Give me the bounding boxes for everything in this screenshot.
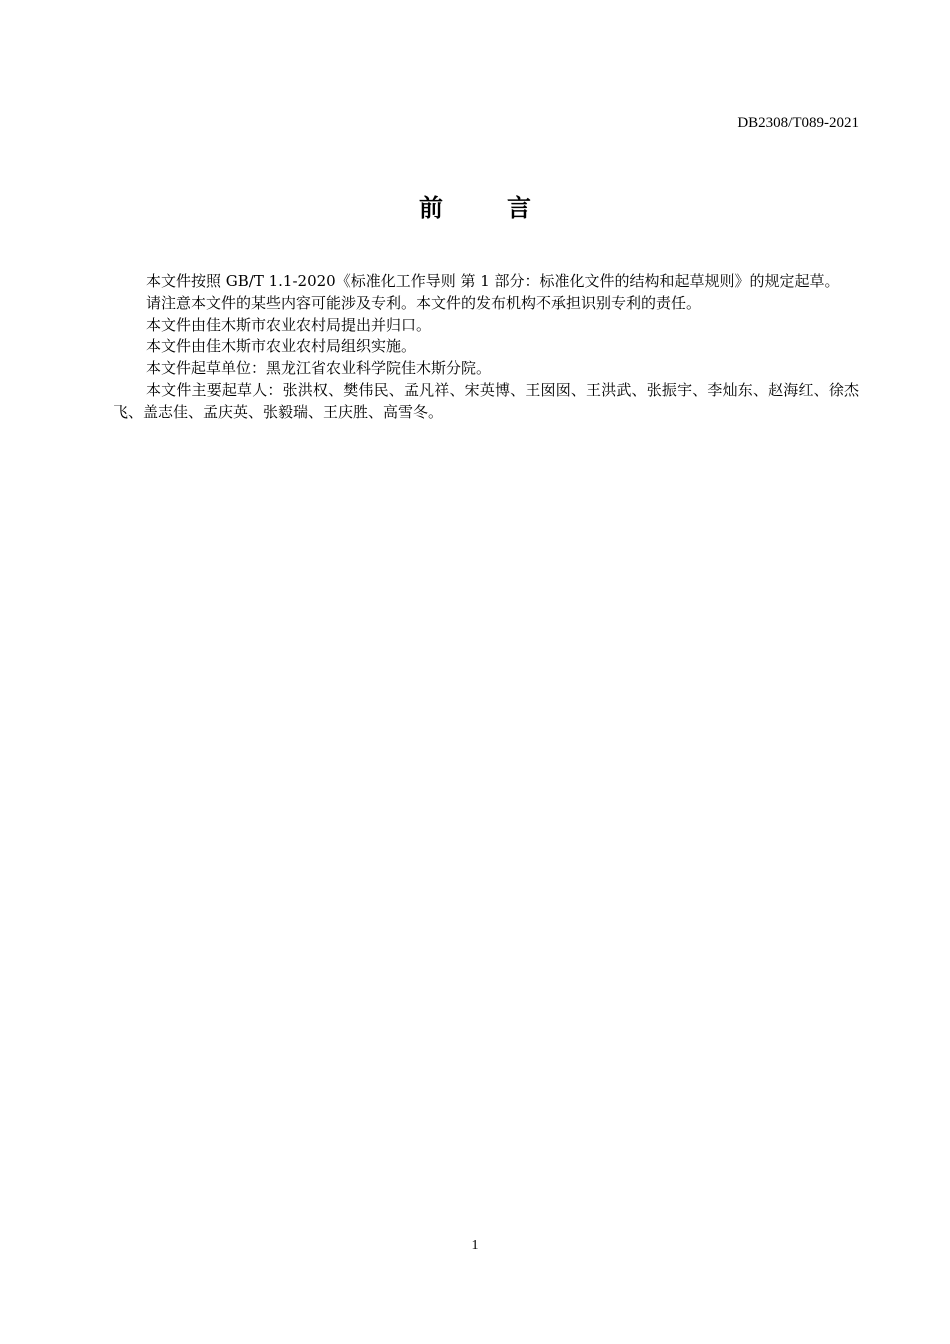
paragraph-implemented-by: 本文件由佳木斯市农业农村局组织实施。 [146,337,417,356]
paragraph-drafting-unit: 本文件起草单位：黑龙江省农业科学院佳木斯分院。 [146,359,492,378]
paragraph-patent-notice: 请注意本文件的某些内容可能涉及专利。本文件的发布机构不承担识别专利的责任。 [146,293,702,312]
paragraph-drafters: 本文件主要起草人：张洪权、樊伟民、孟凡祥、宋英博、王囡囡、王洪武、张振宇、李灿东、赵海红、徐杰飞、盖志佳、孟庆英、张毅瑞、王庆胜、高雪冬。 [113,380,859,421]
paragraph-drafting-rules: 本文件按照 GB/T 1.1-2020《标准化工作导则 第 1 部分：标准化文件的结构和起草规则》的规定起草。 [146,272,840,290]
document-code: DB2308/T089-2021 [737,115,859,131]
foreword-body [113,271,859,424]
page-number: 1 [471,1238,479,1253]
foreword-title: 前言 [419,194,595,222]
paragraph-proposed-by: 本文件由佳木斯市农业农村局提出并归口。 [146,315,432,334]
